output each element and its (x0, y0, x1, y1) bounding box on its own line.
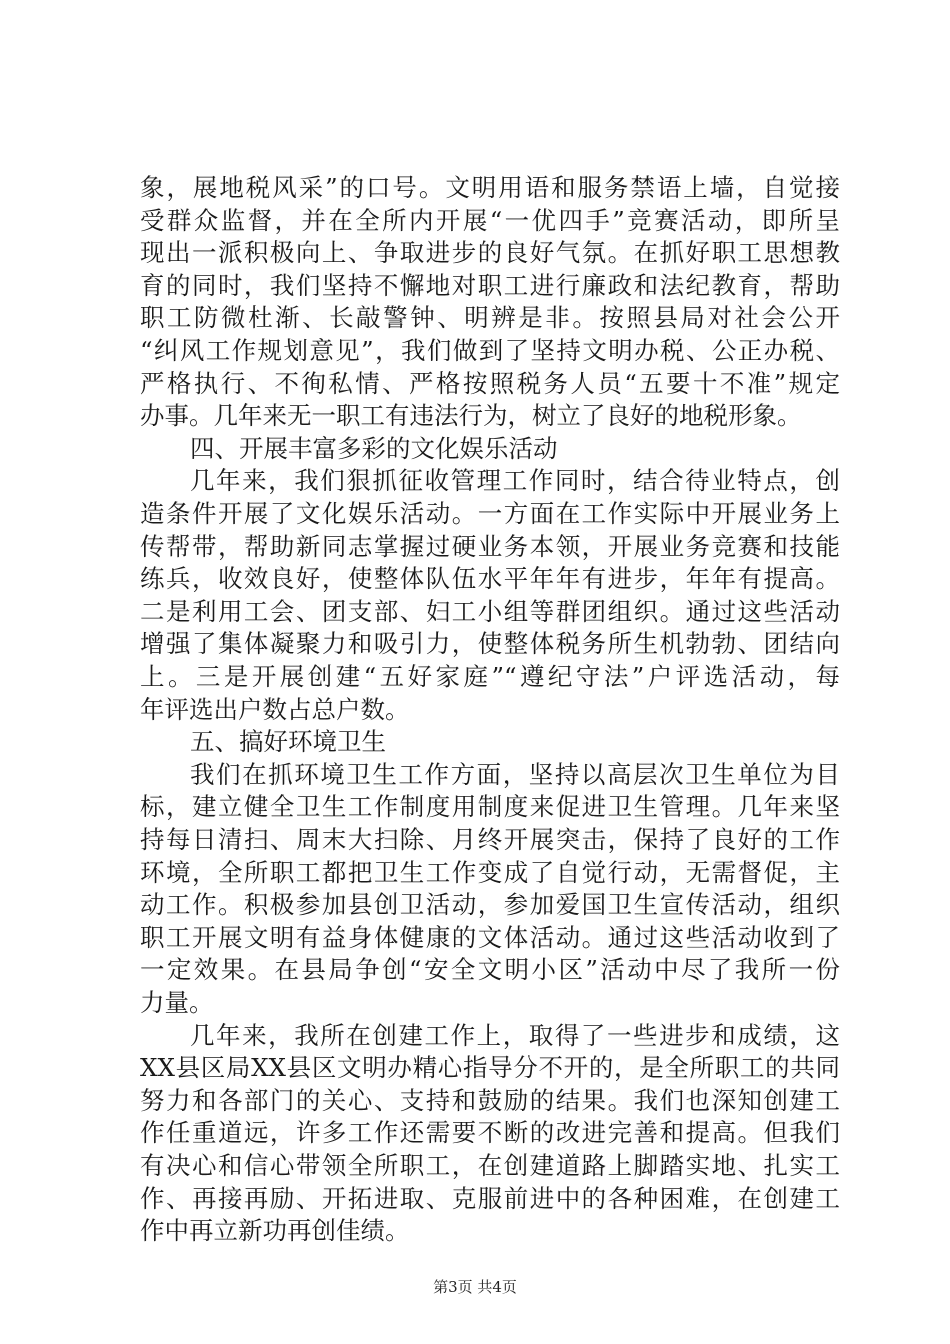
body-text-line: 职工防微杜渐、长敲警钟、明辨是非。按照县局对社会公开 (140, 303, 840, 333)
body-text-line: “纠风工作规划意见”，我们做到了坚持文明办税、公正办税、 (140, 336, 840, 365)
body-text-line: 现出一派积极向上、争取进步的良好气氛。在抓好职工思想教 (140, 238, 840, 268)
body-text-line: 作任重道远，许多工作还需要不断的改进完善和提高。但我们 (140, 1118, 840, 1148)
body-text-line: 象，展地税风采”的口号。文明用语和服务禁语上墙，自觉接 (140, 173, 840, 202)
body-text-line: 环境，全所职工都把卫生工作变成了自觉行动，无需督促，主 (140, 857, 840, 887)
body-text-line: 办事。几年来无一职工有违法行为，树立了良好的地税形象。 (140, 401, 802, 431)
body-text-line: 受群众监督，并在全所内开展“一优四手”竞赛活动，即所呈 (140, 205, 840, 235)
body-text-line: 标，建立健全卫生工作制度用制度来促进卫生管理。几年来坚 (140, 792, 840, 822)
paragraph-first-line: 几年来，我所在创建工作上，取得了一些进步和成绩，这 (190, 1020, 840, 1050)
paragraph-first-line: 我们在抓环境卫生工作方面，坚持以高层次卫生单位为目 (190, 759, 840, 789)
body-text-line: 力量。 (140, 988, 214, 1017)
body-text-line: 严格执行、不徇私情、严格按照税务人员“五要十不准”规定 (140, 368, 840, 398)
body-text-line: 一定效果。在县局争创“安全文明小区”活动中尽了我所一份 (140, 955, 840, 985)
body-text-line: 作中再立新功再创佳绩。 (140, 1216, 410, 1246)
body-text-line: 传帮带，帮助新同志掌握过硬业务本领，开展业务竞赛和技能 (140, 531, 840, 561)
body-text-line: 上。三是开展创建“五好家庭”“遵纪守法”户评选活动，每 (140, 662, 840, 691)
section-heading-4: 四、开展丰富多彩的文化娱乐活动 (190, 433, 558, 463)
body-text-line: 练兵，收效良好，使整体队伍水平年年有进步，年年有提高。 (140, 564, 840, 594)
body-text-line: 动工作。积极参加县创卫活动，参加爱国卫生宣传活动，组织 (140, 890, 840, 920)
body-text-line: 育的同时，我们坚持不懈地对职工进行廉政和法纪教育，帮助 (140, 270, 840, 300)
body-text-line: 努力和各部门的关心、支持和鼓励的结果。我们也深知创建工 (140, 1085, 840, 1115)
body-text-line: 造条件开展了文化娱乐活动。一方面在工作实际中开展业务上 (140, 499, 840, 528)
body-text-line: 持每日清扫、周末大扫除、月终开展突击，保持了良好的工作 (140, 825, 840, 854)
paragraph-first-line: 几年来，我们狠抓征收管理工作同时，结合待业特点，创 (190, 466, 840, 496)
body-text-line: 二是利用工会、团支部、妇工小组等群团组织。通过这些活动 (140, 596, 840, 626)
page-footer: 第3页 共4页 (433, 1278, 517, 1296)
body-text-line: 增强了集体凝聚力和吸引力，使整体税务所生机勃勃、团结向 (140, 629, 840, 659)
body-text-line: 职工开展文明有益身体健康的文体活动。通过这些活动收到了 (140, 922, 840, 952)
body-text-line: 作、再接再励、开拓进取、克服前进中的各种困难，在创建工 (140, 1183, 840, 1213)
section-heading-5: 五、搞好环境卫生 (190, 727, 386, 757)
body-text-line: XX县区局XX县区文明办精心指导分不开的，是全所职工的共同 (140, 1053, 840, 1083)
body-text-line: 有决心和信心带领全所职工，在创建道路上脚踏实地、扎实工 (140, 1151, 840, 1180)
body-text-line: 年评选出户数占总户数。 (140, 694, 410, 724)
